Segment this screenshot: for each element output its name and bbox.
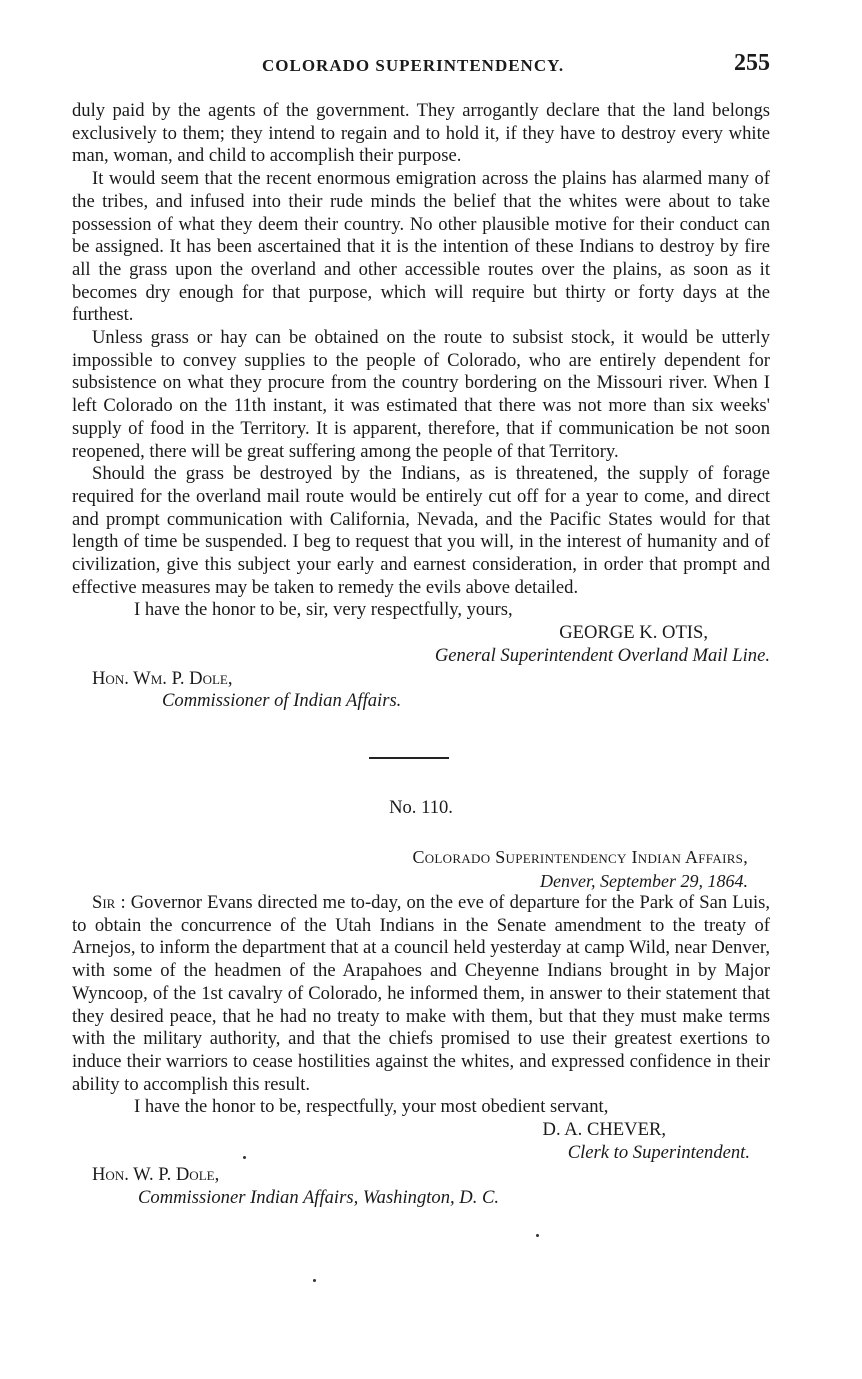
addressee-title: Commissioner of Indian Affairs. — [162, 690, 402, 712]
paragraph: Should the grass be destroyed by the Indians, as is threatened, the supply of forage required for the overland mail route would be entirely cut off for a year to come, and direct and prompt communication with California, Nevada, and the Pacific States would for that length of time be suspended. I beg to request that you will, in the interest of humanity and of civilization, give this subject your early and earnest consideration, in order that prompt and effective measures may be taken to remedy the evils above detailed. — [72, 463, 770, 598]
addressee: Hon. Wm. P. Dole, — [92, 667, 233, 689]
signer-title: Clerk to Superintendent. — [567, 1141, 750, 1163]
addressee: Hon. W. P. Dole, — [92, 1164, 220, 1186]
paragraph: Unless grass or hay can be obtained on the route to subsist stock, it would be utterly impossible to convey supplies to the people of Colorado, who are entirely dependent for subsistence on what they procure from the country bordering on the Missouri river. When I left Colorado on the 11th instant, it was estimated that there was not more than six weeks' supply of food in the Territory. It is apparent, therefore, that if communication be not soon reopened, there will be great suffering among the people of that Territory. — [72, 327, 770, 462]
letterhead — [72, 845, 748, 893]
closing-line: I have the honor to be, respectfully, your most obedient servant, — [134, 1096, 609, 1118]
page-header — [72, 50, 772, 80]
salutation: Sir : — [92, 892, 126, 913]
letter-otis — [72, 100, 770, 713]
addressee-title: Commissioner Indian Affairs, Washington, D. C. — [138, 1187, 500, 1209]
print-speck — [536, 1234, 539, 1237]
section-divider — [369, 757, 449, 759]
page-number: 255 — [734, 50, 770, 76]
paragraph: It would seem that the recent enormous emigration across the plains has alarmed many of the tribes, and infused into their rude minds the belief that the whites were about to take possession of what they deem their country. No other plausible motive for their conduct can be assigned. It has been ascertained that it is the intention of these Indians to destroy by fire all the grass upon the overland and other accessible routes over the plains, as soon as it becomes dry enough for that purpose, which will require but thirty or forty days at the furthest. — [72, 168, 770, 326]
running-head: COLORADO SUPERINTENDENCY. — [262, 56, 565, 75]
print-speck — [313, 1279, 316, 1282]
letter-body: Governor Evans directed me to-day, on the eve of departure for the Park of San Luis, to obtain the concurrence of the Utah Indians in the Senate amendment to the treaty of Arnejos, to inform the department that at a council held yesterday at camp Wild, near Denver, with some of the headmen of the Arapahoes and Cheyenne Indians brought in by Major Wyncoop, of the 1st cavalry of Colorado, he informed them, in answer to their statement that they desired peace, that he had no treaty to make with them, but that they must make terms with the military authority, and that the chiefs promised to use their greatest exertions to induce their warriors to cease hostilities against the whites, and expressed confidence in their ability to accomplish this result. — [72, 892, 770, 1095]
paragraph: duly paid by the agents of the government. They arrogantly declare that the land belongs exclusively to them; they intend to regain and to hold it, if they have to destroy every white man, woman, and child to accomplish their purpose. — [72, 100, 770, 167]
signer-title: General Superintendent Overland Mail Line. — [434, 644, 770, 666]
signer-name: D. A. CHEVER, — [542, 1119, 666, 1141]
closing-line: I have the honor to be, sir, very respectfully, yours, — [134, 599, 513, 621]
signer-name: GEORGE K. OTIS, — [559, 622, 708, 644]
paragraph — [72, 892, 770, 1096]
letterhead-office: Colorado Superintendency Indian Affairs, — [412, 847, 748, 867]
letterhead-place-date: Denver, September 29, 1864. — [540, 871, 748, 891]
letter-chever — [72, 892, 770, 1210]
document-number: No. 110. — [389, 797, 453, 818]
print-speck — [243, 1156, 246, 1159]
